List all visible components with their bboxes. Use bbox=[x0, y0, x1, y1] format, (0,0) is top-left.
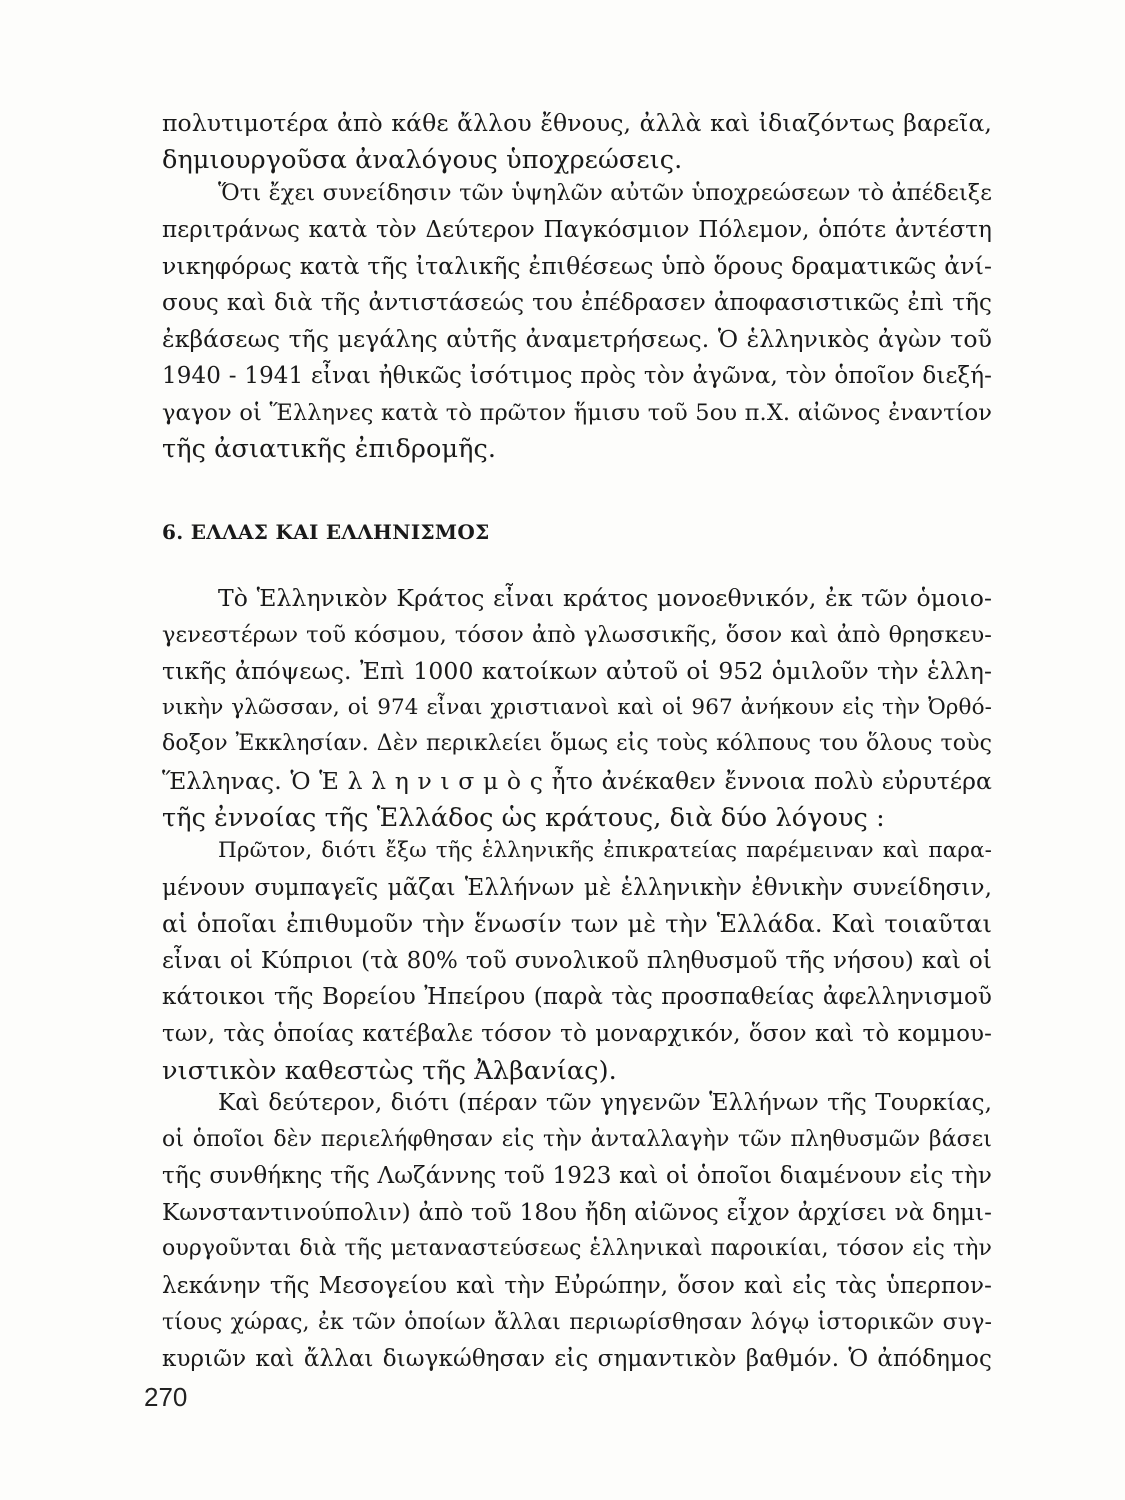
paragraph-2 bbox=[162, 175, 992, 468]
text-line: Κωνσταντινούπολιν) ἀπὸ τοῦ 18ου ἤδη αἰῶνος εἶχον ἀρχίσει νὰ δημι- bbox=[162, 1199, 992, 1226]
text-line: τῆς συνθήκης τῆς Λωζάννης τοῦ 1923 καὶ οἱ ὁποῖοι διαμένουν εἰς τὴν bbox=[162, 1163, 992, 1190]
text-line: μένουν συμπαγεῖς μᾶζαι Ἑλλήνων μὲ ἑλληνικὴν ἐθνικὴν συνείδησιν, bbox=[162, 874, 992, 901]
text-line: Καὶ δεύτερον, διότι (πέραν τῶν γηγενῶν Ἑλλήνων τῆς Τουρκίας, bbox=[218, 1090, 992, 1116]
text-line: πολυτιμοτέρα ἀπὸ κάθε ἄλλου ἔθνους, ἀλλὰ καὶ ἰδιαζόντως βαρεῖα, bbox=[162, 109, 992, 137]
text-line: αἱ ὁποῖαι ἐπιθυμοῦν τὴν ἕνωσίν των μὲ τὴν Ἑλλάδα. Καὶ τοιαῦται bbox=[162, 910, 992, 939]
paragraph-1 bbox=[162, 105, 992, 178]
text-line: κυριῶν καὶ ἄλλαι διωγκώθησαν εἰς σημαντικὸν βαθμόν. Ὁ ἀπόδημος bbox=[162, 1346, 992, 1373]
text-line: Ὅτι ἔχει συνείδησιν τῶν ὑψηλῶν αὐτῶν ὑποχρεώσεων τὸ ἀπέδειξε bbox=[218, 180, 992, 206]
text-line: νικὴν γλῶσσαν, οἱ 974 εἶναι χριστιανοὶ καὶ οἱ 967 ἀνήκουν εἰς τὴν Ὀρθό- bbox=[162, 694, 992, 720]
text-line: γαγον οἱ Ἕλληνες κατὰ τὸ πρῶτον ἥμισυ τοῦ 5ου π.Χ. αἰῶνος ἐναντίον bbox=[162, 399, 992, 426]
text-line: τικῆς ἀπόψεως. Ἐπὶ 1000 κατοίκων αὐτοῦ οἱ 952 ὁμιλοῦν τὴν ἑλλη- bbox=[162, 657, 992, 686]
section-heading: 6. ΕΛΛΑΣ ΚΑΙ ΕΛΛΗΝΙΣΜΟΣ bbox=[162, 520, 490, 544]
text-line: σους καὶ διὰ τῆς ἀντιστάσεώς του ἐπέδρασεν ἀποφασιστικῶς ἐπὶ τῆς bbox=[162, 289, 992, 316]
paragraph-4 bbox=[162, 833, 992, 1089]
text-line: γενεστέρων τοῦ κόσμου, τόσον ἀπὸ γλωσσικῆς, ὅσον καὶ ἀπὸ θρησκευ- bbox=[162, 621, 992, 648]
text-line: νιστικὸν καθεστὼς τῆς Ἀλβανίας). bbox=[162, 1055, 617, 1086]
text-line: ἐκβάσεως τῆς μεγάλης αὐτῆς ἀναμετρήσεως. Ὁ ἑλληνικὸς ἀγὼν τοῦ bbox=[162, 325, 992, 354]
text-line: λεκάνην τῆς Μεσογείου καὶ τὴν Εὐρώπην, ὅσον καὶ εἰς τὰς ὑπερπον- bbox=[162, 1272, 992, 1299]
text-line: τῆς ἐννοίας τῆς Ἑλλάδος ὡς κράτους, διὰ δύο λόγους : bbox=[162, 802, 885, 833]
text-line: τῆς ἀσιατικῆς ἐπιδρομῆς. bbox=[162, 434, 497, 465]
text-line: νικηφόρως κατὰ τῆς ἰταλικῆς ἐπιθέσεως ὑπὸ ὅρους δραματικῶς ἀνί- bbox=[162, 252, 992, 281]
text-line: δημιουργοῦσα ἀναλόγους ὑποχρεώσεις. bbox=[162, 144, 683, 175]
text-line: Πρῶτον, διότι ἔξω τῆς ἑλληνικῆς ἐπικρατείας παρέμειναν καὶ παρα- bbox=[218, 838, 992, 863]
text-line: ουργοῦνται διὰ τῆς μεταναστεύσεως ἑλληνικαὶ παροικίαι, τόσον εἰς τὴν bbox=[162, 1236, 992, 1262]
paragraph-5 bbox=[162, 1085, 992, 1378]
text-line: τίους χώρας, ἐκ τῶν ὁποίων ἄλλαι περιωρίσθησαν λόγῳ ἱστορικῶν συγ- bbox=[162, 1309, 992, 1335]
text-line: οἱ ὁποῖοι δὲν περιελήφθησαν εἰς τὴν ἀνταλλαγὴν τῶν πληθυσμῶν βάσει bbox=[162, 1126, 992, 1152]
text-line: των, τὰς ὁποίας κατέβαλε τόσον τὸ μοναρχικόν, ὅσον καὶ τὸ κομμου- bbox=[162, 1020, 992, 1047]
text-line: Ἕλληνας. Ὁ Ἑ λ λ η ν ι σ μ ὸ ς ἦτο ἀνέκαθεν ἔννοια πολὺ εὐρυτέρα bbox=[162, 766, 992, 795]
text-line: κάτοικοι τῆς Βορείου Ἠπείρου (παρὰ τὰς προσπαθείας ἀφελληνισμοῦ bbox=[162, 984, 992, 1011]
paragraph-3 bbox=[162, 580, 992, 836]
text-line: 1940 - 1941 εἶναι ἠθικῶς ἰσότιμος πρὸς τὸν ἀγῶνα, τὸν ὁποῖον διεξή- bbox=[162, 362, 992, 389]
text-line: εἶναι οἱ Κύπριοι (τὰ 80% τοῦ συνολικοῦ πληθυσμοῦ τῆς νήσου) καὶ οἱ bbox=[162, 947, 992, 974]
text-line: δοξον Ἐκκλησίαν. Δὲν περικλείει ὅμως εἰς τοὺς κόλπους του ὅλους τοὺς bbox=[162, 731, 992, 757]
text-line: περιτράνως κατὰ τὸν Δεύτερον Παγκόσμιον Πόλεμον, ὁπότε ἀντέστη bbox=[162, 216, 992, 243]
page-number: 270 bbox=[144, 1382, 188, 1412]
text-line: Τὸ Ἑλληνικὸν Κράτος εἶναι κράτος μονοεθνικόν, ἐκ τῶν ὁμοιο- bbox=[218, 584, 992, 612]
